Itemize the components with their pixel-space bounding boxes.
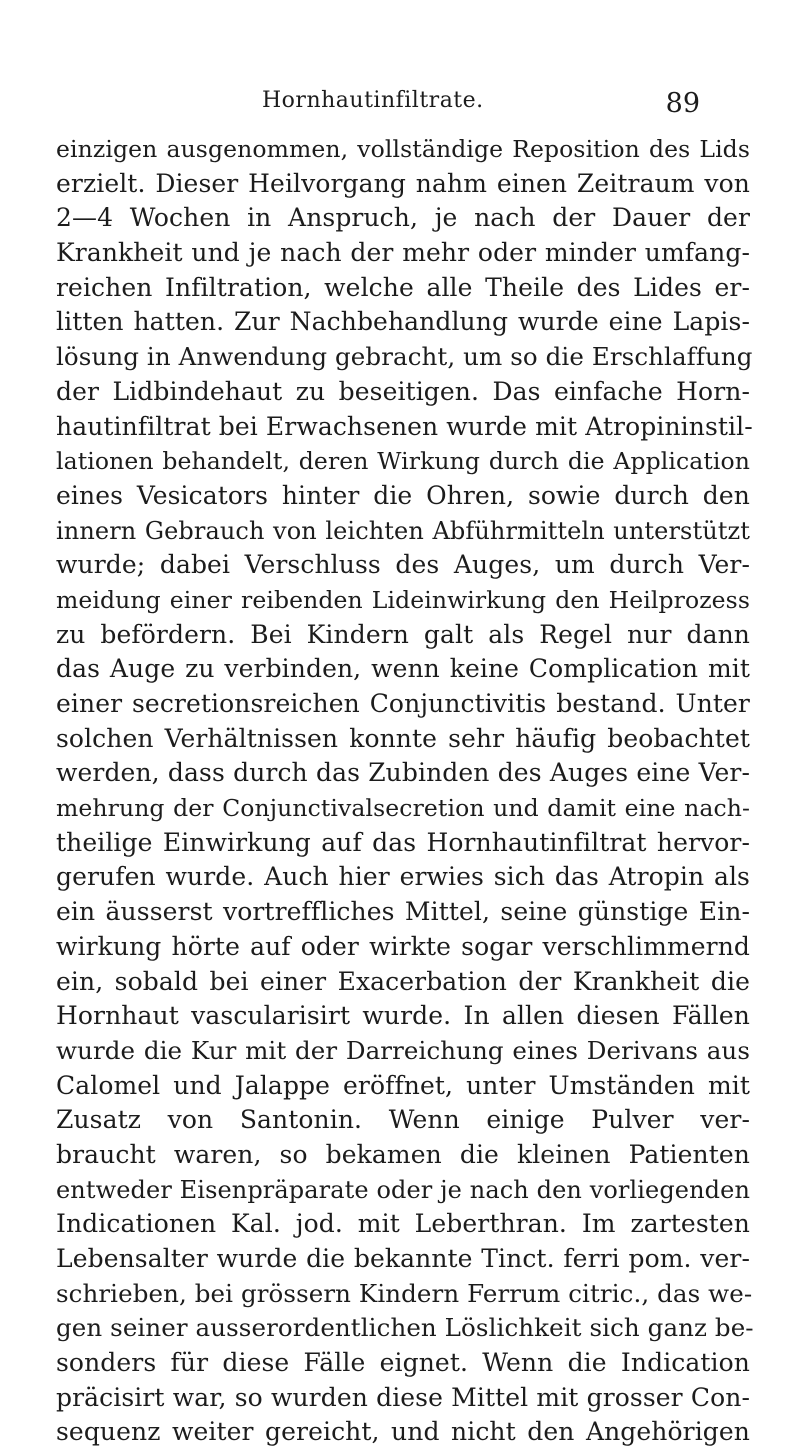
text-line: Indicationen Kal. jod. mit Leberthran. Im zartesten	[56, 1209, 750, 1239]
text-line: braucht waren, so bekamen die kleinen Patienten	[56, 1139, 750, 1169]
text-line: der Lidbindehaut zu beseitigen. Das einfache Horn-	[56, 376, 750, 406]
text-line: hautinfiltrat bei Erwachsenen wurde mit Atropininstil-	[56, 411, 753, 441]
text-line: einer secretionsreichen Conjunctivitis bestand. Unter	[56, 689, 750, 718]
text-line: erzielt. Dieser Heilvorgang nahm einen Zeitraum von	[56, 168, 750, 198]
text-line: gen seiner ausserordentlichen Löslichkeit sich ganz be-	[56, 1313, 754, 1343]
text-line: ein, sobald bei einer Exacerbation der Krankheit die	[56, 966, 750, 996]
body-text	[56, 132, 754, 1450]
text-line: gerufen wurde. Auch hier erwies sich das Atropin als	[56, 862, 750, 892]
text-line: wurde; dabei Verschluss des Auges, um durch Ver-	[56, 550, 750, 580]
text-line: wurde die Kur mit der Darreichung eines Derivans aus	[56, 1035, 750, 1065]
text-line: Calomel und Jalappe eröffnet, unter Umständen mit	[56, 1070, 750, 1100]
text-line: Hornhaut vascularisirt wurde. In allen diesen Fällen	[56, 1001, 750, 1031]
text-line: meidung einer reibenden Lideinwirkung den Heilprozess	[56, 585, 750, 614]
text-line: das Auge zu verbinden, wenn keine Complication mit	[56, 654, 750, 684]
text-line: theilige Einwirkung auf das Hornhautinfiltrat hervor-	[56, 827, 750, 857]
text-line: ein äusserst vortreffliches Mittel, seine günstige Ein-	[56, 897, 750, 927]
text-line: solchen Verhältnissen konnte sehr häufig beobachtet	[56, 723, 750, 753]
text-line: Lebensalter wurde die bekannte Tinct. ferri pom. ver-	[56, 1244, 750, 1273]
text-line: einzigen ausgenommen, vollständige Reposition des Lids	[56, 135, 750, 163]
running-head: Hornhautinfiltrate.	[262, 88, 484, 113]
text-line: eines Vesicators hinter die Ohren, sowie durch den	[56, 480, 750, 510]
text-line: reichen Infiltration, welche alle Theile des Lides er-	[56, 272, 750, 302]
text-line: 2—4 Wochen in Anspruch, je nach der Dauer der	[56, 203, 750, 233]
text-line: Krankheit und je nach der mehr oder minder umfang-	[56, 238, 750, 268]
text-line: wirkung hörte auf oder wirkte sogar verschlimmernd	[56, 931, 750, 961]
text-line: präcisirt war, so wurden diese Mittel mit grosser Con-	[56, 1382, 750, 1412]
text-line: entweder Eisenpräparate oder je nach den vorliegenden	[56, 1175, 750, 1204]
text-line: sonders für diese Fälle eignet. Wenn die Indication	[56, 1348, 750, 1378]
text-line: sequenz weiter gereicht, und nicht den Angehörigen	[56, 1417, 750, 1447]
text-line: innern Gebrauch von leichten Abführmitteln unterstützt	[56, 516, 750, 545]
text-line: schrieben, bei grössern Kindern Ferrum citric., das we-	[56, 1278, 753, 1308]
text-line: lösung in Anwendung gebracht, um so die Erschlaffung	[56, 342, 753, 372]
text-line: lationen behandelt, deren Wirkung durch die Application	[56, 447, 750, 476]
text-line: mehrung der Conjunctivalsecretion und damit eine nach-	[56, 794, 750, 823]
text-line: werden, dass durch das Zubinden des Auges eine Ver-	[56, 758, 750, 788]
text-line: litten hatten. Zur Nachbehandlung wurde eine Lapis-	[56, 307, 750, 337]
text-line: Zusatz von Santonin. Wenn einige Pulver ver-	[56, 1105, 750, 1135]
page-number: 89	[665, 88, 700, 119]
text-line: zu befördern. Bei Kindern galt als Regel nur dann	[56, 619, 750, 649]
page-header	[262, 80, 700, 120]
